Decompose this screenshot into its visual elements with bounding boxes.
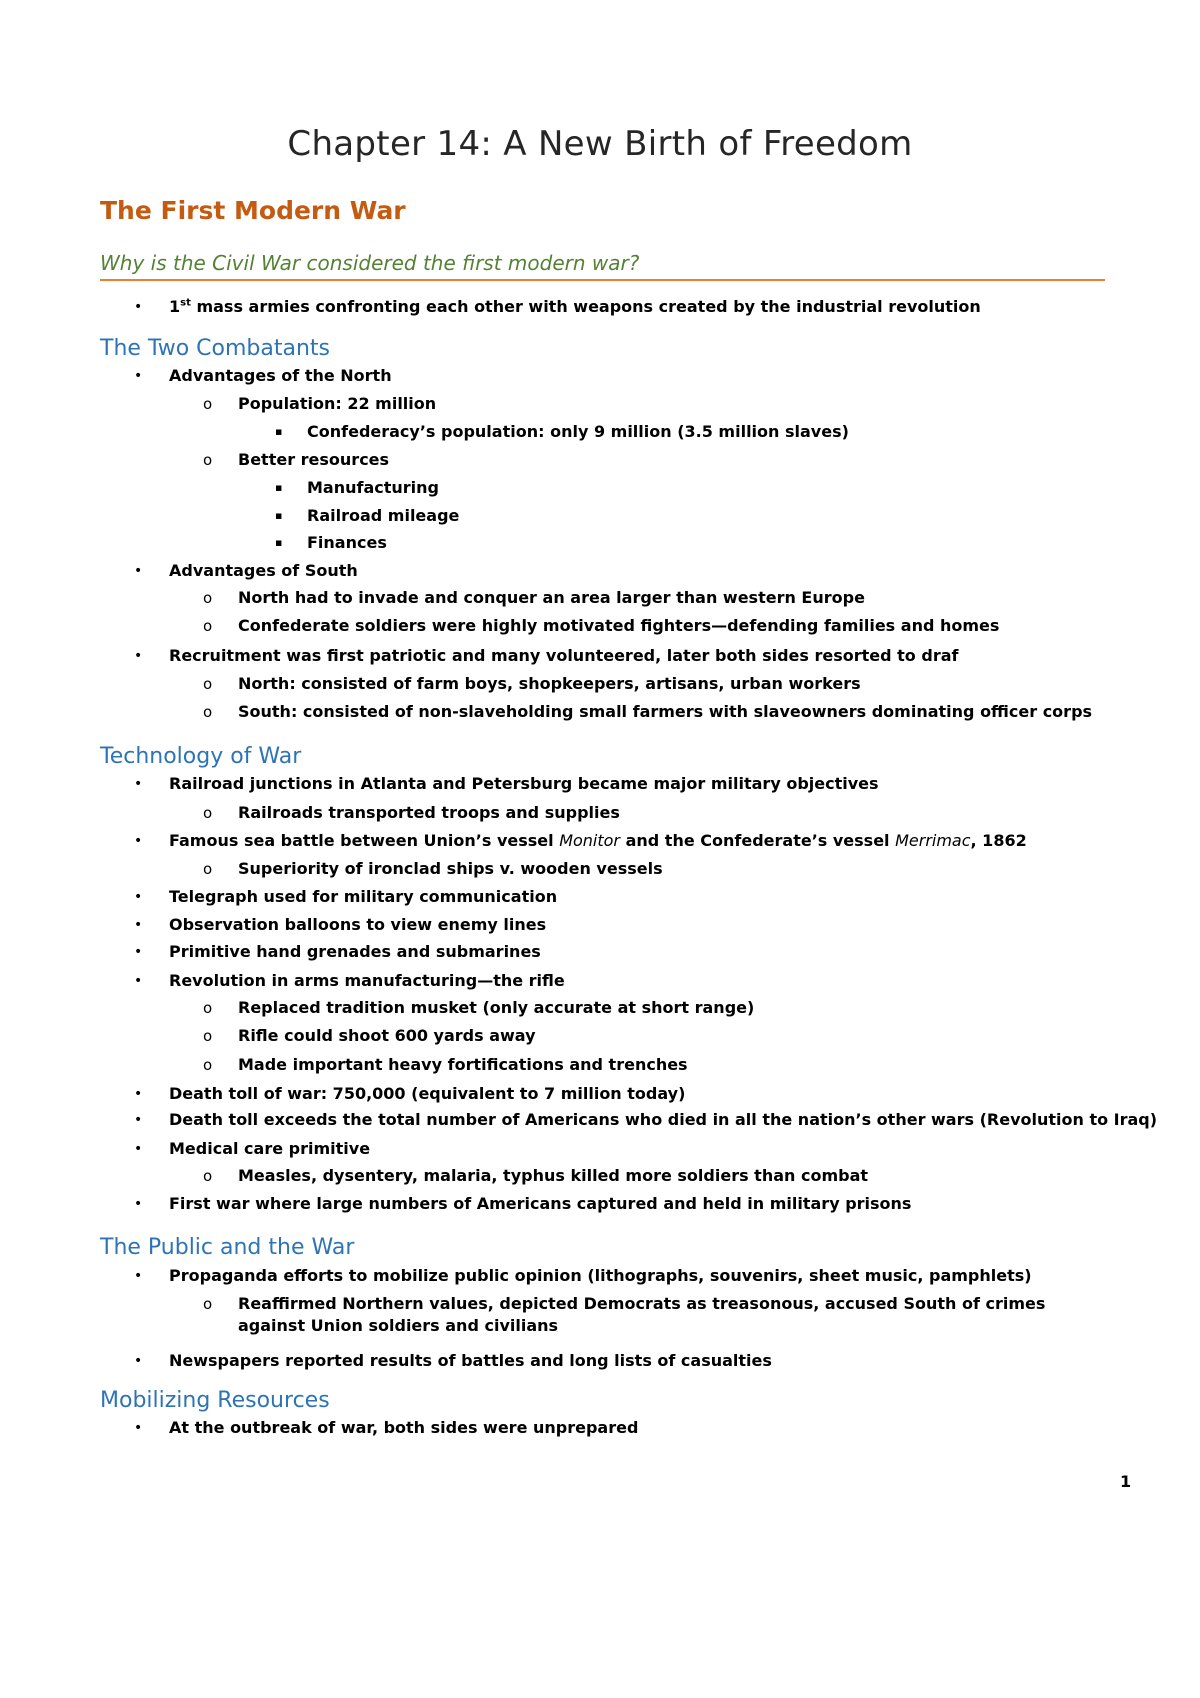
bullet-icon: • xyxy=(134,1353,143,1369)
bullet-icon: • xyxy=(134,299,143,315)
bullet-icon: • xyxy=(134,368,143,384)
section-heading: The First Modern War xyxy=(100,196,406,225)
item-prefix: 1 xyxy=(169,297,181,316)
list-item: Finances xyxy=(307,533,387,552)
bullet-icon: • xyxy=(134,1196,143,1212)
list-item: Newspapers reported results of battles and long lists of casualties xyxy=(169,1351,772,1370)
item-text: , 1862 xyxy=(970,831,1027,850)
bullet-icon: o xyxy=(203,395,213,413)
bullet-icon: • xyxy=(134,1268,143,1284)
bullet-icon: • xyxy=(134,889,143,905)
bullet-icon: o xyxy=(203,675,213,693)
bullet-icon: ▪ xyxy=(275,536,283,549)
subheading-public-and-war: The Public and the War xyxy=(100,1235,355,1260)
list-item xyxy=(169,830,1027,852)
bullet-icon: o xyxy=(203,451,213,469)
bullet-icon: • xyxy=(134,648,143,664)
bullet-icon: • xyxy=(134,833,143,849)
bullet-icon: ▪ xyxy=(275,481,283,494)
bullet-icon: • xyxy=(134,563,143,579)
list-item: Primitive hand grenades and submarines xyxy=(169,942,541,961)
bullet-icon: ▪ xyxy=(275,425,283,438)
bullet-icon: • xyxy=(134,1141,143,1157)
subheading-technology-of-war: Technology of War xyxy=(100,744,302,769)
item-text: Famous sea battle between Union’s vessel xyxy=(169,831,560,850)
bullet-icon: • xyxy=(134,973,143,989)
bullet-icon: o xyxy=(203,860,213,878)
list-item: North had to invade and conquer an area larger than western Europe xyxy=(238,588,865,607)
list-item: Death toll exceeds the total number of Americans who died in all the nation’s other wars (Revolution to Iraq) xyxy=(169,1110,1158,1129)
bullet-icon: o xyxy=(203,804,213,822)
page-title: Chapter 14: A New Birth of Freedom xyxy=(287,124,913,164)
list-item: Rifle could shoot 600 yards away xyxy=(238,1026,536,1045)
list-item: At the outbreak of war, both sides were unprepared xyxy=(169,1418,639,1437)
list-item: Measles, dysentery, malaria, typhus killed more soldiers than combat xyxy=(238,1166,869,1185)
list-item: South: consisted of non-slaveholding small farmers with slaveowners dominating officer corps xyxy=(238,702,1093,721)
list-item: Recruitment was first patriotic and many volunteered, later both sides resorted to draf xyxy=(169,646,959,665)
item-text: and the Confederate’s vessel xyxy=(620,831,896,850)
subheading-mobilizing-resources: Mobilizing Resources xyxy=(100,1388,330,1413)
list-item: Railroad junctions in Atlanta and Petersburg became major military objectives xyxy=(169,774,879,793)
item-superscript: st xyxy=(180,297,191,309)
page-number: 1 xyxy=(1120,1472,1132,1491)
list-item: Confederacy’s population: only 9 million (3.5 million slaves) xyxy=(307,422,849,441)
bullet-icon: • xyxy=(134,1086,143,1102)
list-item: Advantages of South xyxy=(169,561,358,580)
list-item: Advantages of the North xyxy=(169,366,392,385)
bullet-icon: o xyxy=(203,1295,213,1313)
bullet-icon: o xyxy=(203,1027,213,1045)
bullet-icon: o xyxy=(203,1167,213,1185)
list-item: First war where large numbers of Americans captured and held in military prisons xyxy=(169,1194,912,1213)
bullet-icon: • xyxy=(134,917,143,933)
section-question: Why is the Civil War considered the first modern war? xyxy=(100,253,1105,281)
list-item: Propaganda efforts to mobilize public opinion (lithographs, souvenirs, sheet music, pamphlets) xyxy=(169,1266,1032,1285)
list-item: Revolution in arms manufacturing—the rifle xyxy=(169,971,565,990)
bullet-icon: • xyxy=(134,944,143,960)
item-text: mass armies confronting each other with weapons created by the industrial revolution xyxy=(190,297,981,316)
bullet-icon: o xyxy=(203,999,213,1017)
list-item: Reaffirmed Northern values, depicted Democrats as treasonous, accused South of crimes against Union soldiers and civilians xyxy=(238,1294,1046,1335)
bullet-icon: o xyxy=(203,589,213,607)
list-item: Made important heavy fortifications and trenches xyxy=(238,1055,688,1074)
list-item: Better resources xyxy=(238,450,390,469)
list-item: Railroads transported troops and supplies xyxy=(238,803,620,822)
subheading-two-combatants: The Two Combatants xyxy=(100,336,330,361)
list-item: Confederate soldiers were highly motivated fighters—defending families and homes xyxy=(238,616,1000,635)
ship-name-monitor: Monitor xyxy=(559,831,621,850)
list-item: Population: 22 million xyxy=(238,394,437,413)
bullet-icon: • xyxy=(134,776,143,792)
list-item: Death toll of war: 750,000 (equivalent to 7 million today) xyxy=(169,1084,686,1103)
list-item: Telegraph used for military communication xyxy=(169,887,558,906)
ship-name-merrimac: Merrimac xyxy=(895,831,971,850)
bullet-icon: • xyxy=(134,1420,143,1436)
list-item: Railroad mileage xyxy=(307,506,460,525)
list-item: North: consisted of farm boys, shopkeepers, artisans, urban workers xyxy=(238,674,861,693)
bullet-icon: • xyxy=(134,1112,143,1128)
list-item: Replaced tradition musket (only accurate at short range) xyxy=(238,998,755,1017)
bullet-icon: o xyxy=(203,617,213,635)
list-item: Manufacturing xyxy=(307,478,439,497)
bullet-icon: o xyxy=(203,703,213,721)
bullet-icon: o xyxy=(203,1056,213,1074)
list-item: Medical care primitive xyxy=(169,1139,371,1158)
list-item: Superiority of ironclad ships v. wooden vessels xyxy=(238,859,663,878)
bullet-icon: ▪ xyxy=(275,509,283,522)
list-item: Observation balloons to view enemy lines xyxy=(169,915,547,934)
list-item xyxy=(169,296,981,318)
